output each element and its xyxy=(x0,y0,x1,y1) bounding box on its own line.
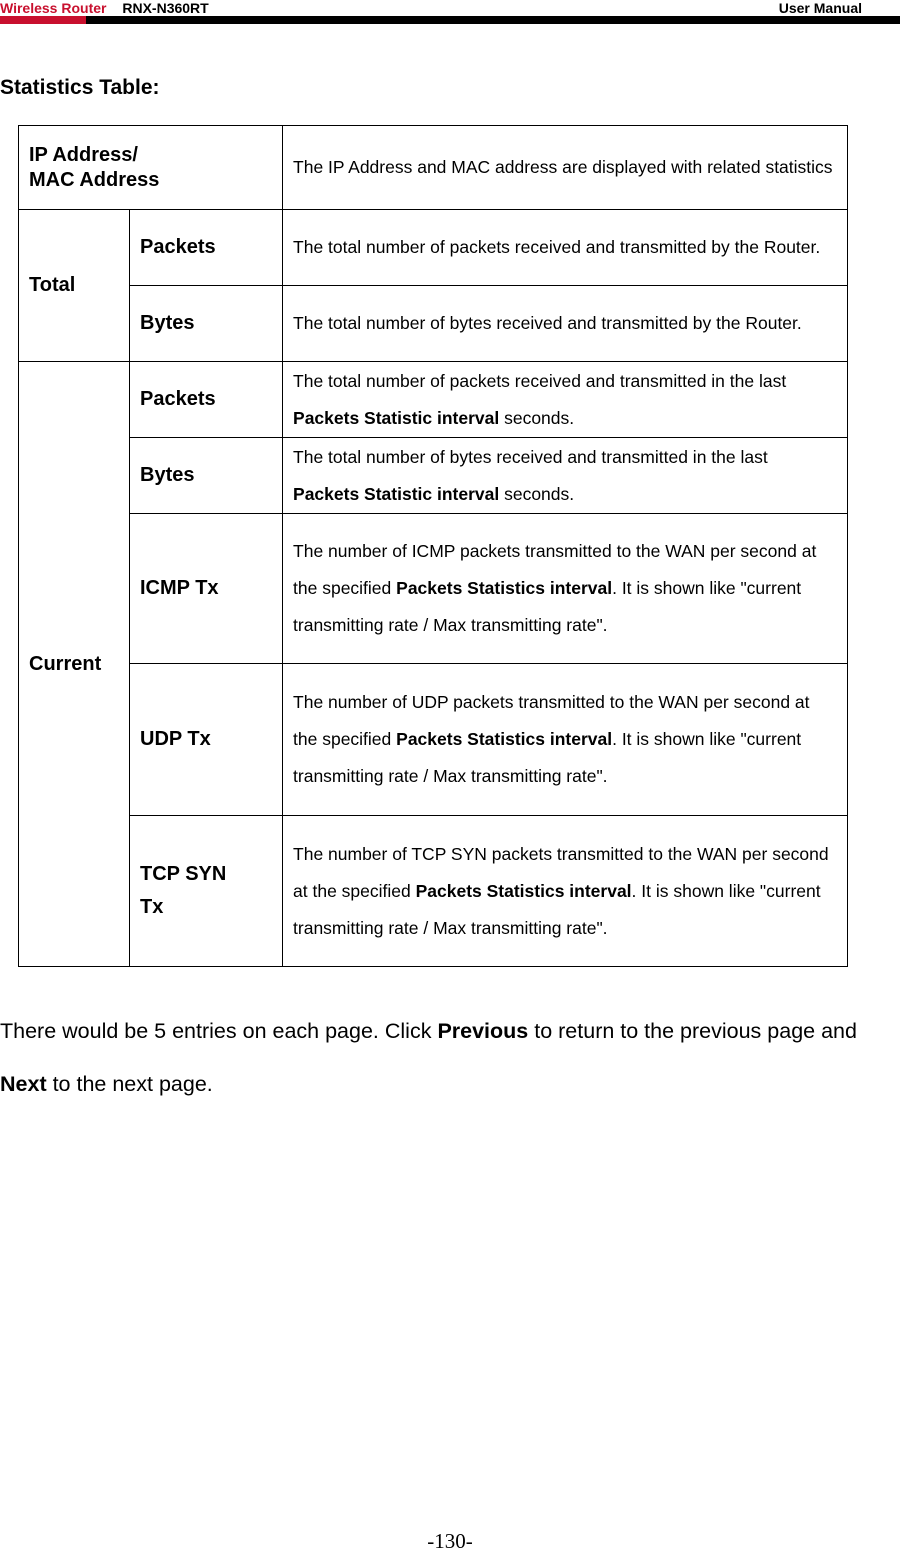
total-packets-label: Packets xyxy=(130,210,283,286)
tcp-syn-tx-desc-emphasis: Packets Statistics interval xyxy=(415,880,632,901)
table-row-total-bytes xyxy=(19,286,848,362)
current-packets-desc xyxy=(283,362,848,438)
total-packets-desc: The total number of packets received and transmitted by the Router. xyxy=(283,210,848,286)
pagination-note xyxy=(0,1005,880,1111)
table-row-current-packets xyxy=(19,362,848,438)
icmp-tx-desc-tail: . It is shown like "current transmitting rate / Max transmitting rate". xyxy=(293,578,802,635)
pagination-note-text-2: to return to the previous page and xyxy=(528,1019,857,1043)
current-packets-desc-tail: seconds. xyxy=(499,407,575,428)
header-model: RNX-N360RT xyxy=(122,0,209,16)
tcp-syn-tx-desc-tail: . It is shown like "current transmitting rate / Max transmitting rate". xyxy=(293,880,821,938)
current-packets-label: Packets xyxy=(130,362,283,438)
tcp-syn-label-line2: Tx xyxy=(140,896,164,918)
tcp-syn-label-line1: TCP SYN xyxy=(140,863,227,885)
current-bytes-desc-text: The total number of bytes received and transmitted in the last xyxy=(293,446,768,467)
udp-tx-desc-emphasis: Packets Statistics interval xyxy=(396,729,613,749)
ip-mac-desc: The IP Address and MAC address are displayed with related statistics xyxy=(283,126,848,210)
header-doc-type: User Manual xyxy=(778,0,862,16)
pagination-note-text-3: to the next page. xyxy=(46,1072,213,1096)
previous-keyword: Previous xyxy=(437,1019,529,1043)
current-bytes-desc-emphasis: Packets Statistic interval xyxy=(293,483,500,504)
icmp-tx-desc-emphasis: Packets Statistics interval xyxy=(396,578,613,598)
table-row-icmp-tx xyxy=(19,514,848,664)
current-bytes-label: Bytes xyxy=(130,438,283,514)
current-bytes-desc xyxy=(283,438,848,514)
header-left xyxy=(0,0,209,16)
udp-tx-desc xyxy=(283,664,848,816)
current-bytes-desc-tail: seconds. xyxy=(499,483,575,504)
tcp-syn-tx-desc-text: The number of TCP SYN packets transmitted to the WAN per second at the specified xyxy=(293,843,829,901)
total-bytes-label: Bytes xyxy=(130,286,283,362)
page-header xyxy=(0,0,900,26)
table-row-udp-tx xyxy=(19,664,848,816)
udp-tx-desc-tail: . It is shown like "current transmitting rate / Max transmitting rate". xyxy=(293,729,802,786)
current-packets-desc-text: The total number of packets received and transmitted in the last xyxy=(293,370,787,391)
table-row-current-bytes xyxy=(19,438,848,514)
udp-tx-label: UDP Tx xyxy=(130,664,283,816)
next-keyword: Next xyxy=(0,1072,47,1096)
current-group-label: Current xyxy=(19,362,130,967)
icmp-tx-desc xyxy=(283,514,848,664)
section-title: Statistics Table: xyxy=(0,76,160,99)
total-bytes-desc: The total number of bytes received and transmitted by the Router. xyxy=(283,286,848,362)
ip-mac-label xyxy=(19,126,283,210)
header-bar xyxy=(86,16,900,24)
table-row-tcp-syn-tx xyxy=(19,816,848,967)
table-row-total-packets xyxy=(19,210,848,286)
table-row-ip xyxy=(19,126,848,210)
current-packets-desc-emphasis: Packets Statistic interval xyxy=(293,407,500,428)
pagination-note-text-1: There would be 5 entries on each page. Click xyxy=(0,1019,438,1043)
udp-tx-desc-text: The number of UDP packets transmitted to the WAN per second at the specified xyxy=(293,692,810,749)
statistics-table xyxy=(18,125,848,967)
header-bar-accent xyxy=(0,16,86,24)
ip-label-line2: MAC Address xyxy=(29,168,160,191)
tcp-syn-tx-label xyxy=(130,816,283,967)
icmp-tx-desc-text: The number of ICMP packets transmitted to the WAN per second at the specified xyxy=(293,541,817,598)
header-brand: Wireless Router xyxy=(0,0,107,16)
icmp-tx-label: ICMP Tx xyxy=(130,514,283,664)
ip-label-line1: IP Address/ xyxy=(29,143,138,166)
total-group-label: Total xyxy=(19,210,130,362)
tcp-syn-tx-desc xyxy=(283,816,848,967)
page-number: -130- xyxy=(427,1529,473,1553)
